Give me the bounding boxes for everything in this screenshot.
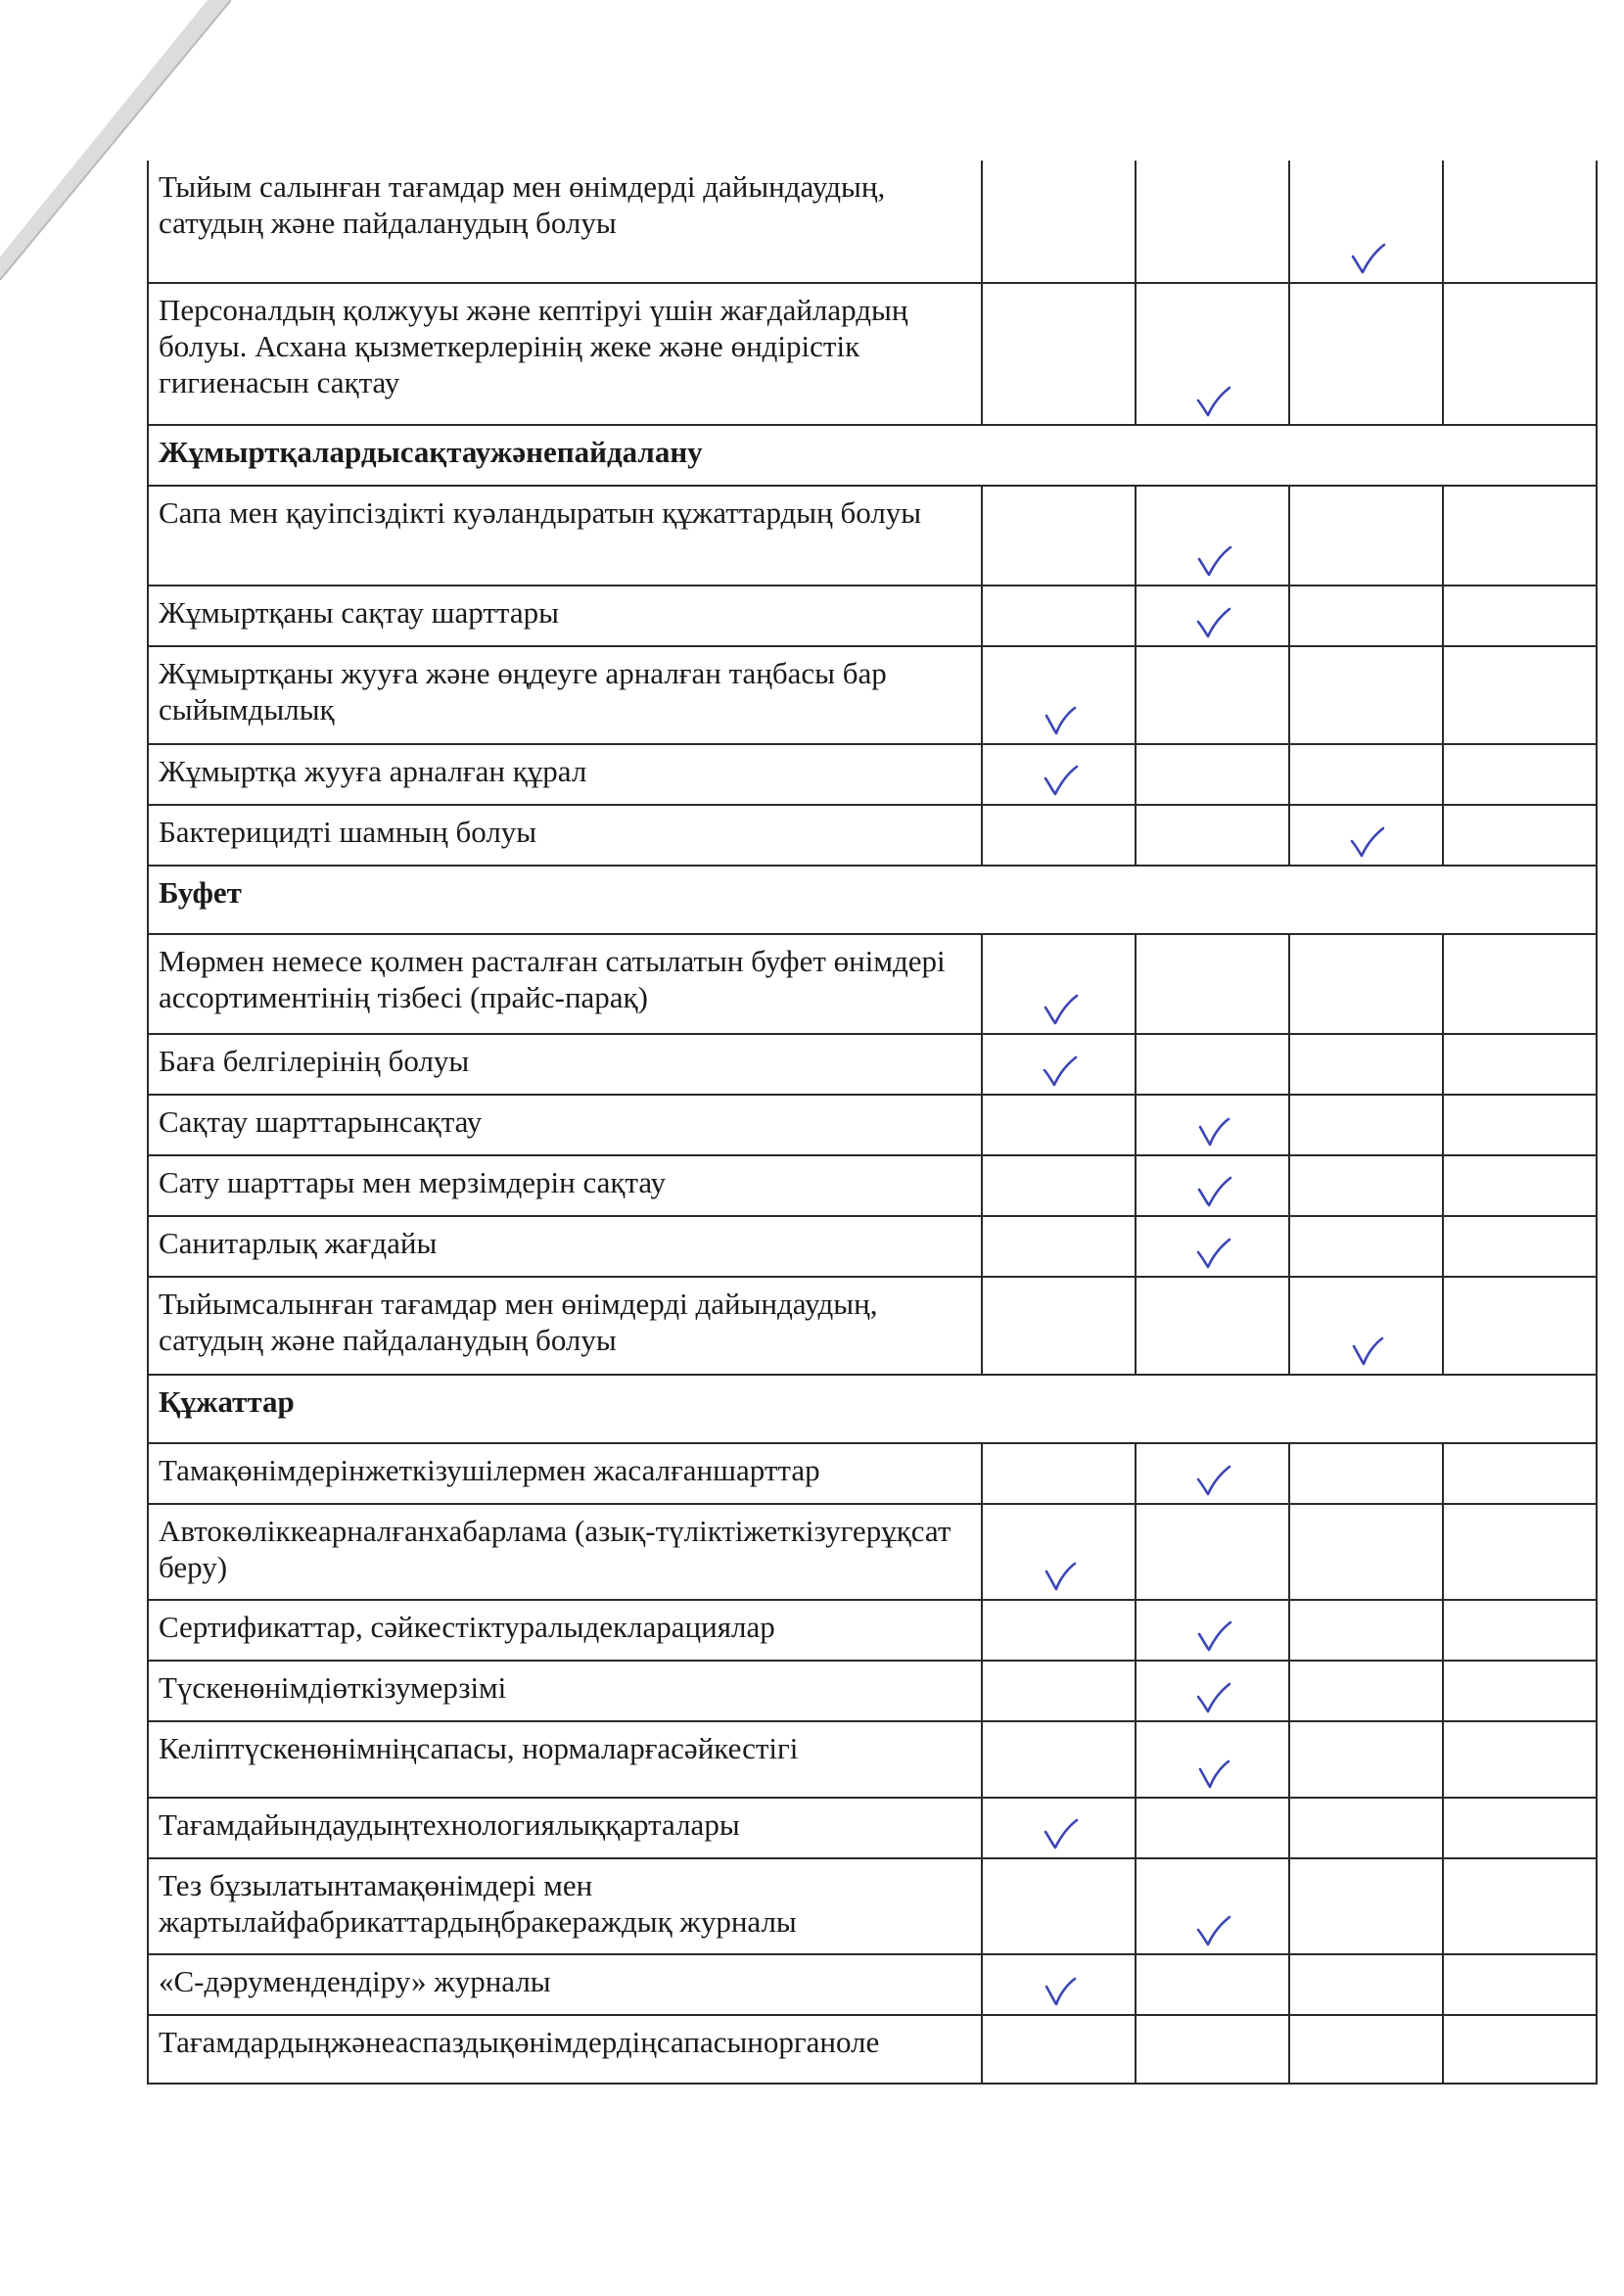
mark-cell-1 [982, 934, 1136, 1034]
mark-cell-2 [1136, 1155, 1289, 1216]
item-label: Жұмыртқа жууға арналған құрал [148, 744, 982, 805]
mark-cell-4 [1443, 1504, 1597, 1600]
checklist-row [148, 1155, 1597, 1216]
item-label: Баға белгілерінің болуы [148, 1034, 982, 1095]
mark-cell-3 [1289, 486, 1443, 586]
checkmark-icon [1193, 1237, 1232, 1270]
mark-cell-2 [1136, 646, 1289, 744]
item-label: Сапа мен қауіпсіздікті куәландыратын құжаттардың болуы [148, 486, 982, 586]
item-label: Автокөліккеарналғанхабарлама (азық-түліктіжеткізугерұқсат беру) [148, 1504, 982, 1600]
checkmark-icon [1193, 1757, 1232, 1791]
item-label: Санитарлық жағдайы [148, 1216, 982, 1277]
mark-cell-1 [982, 1954, 1136, 2015]
checkmark-icon [1040, 765, 1079, 798]
mark-cell-1 [982, 1858, 1136, 1954]
mark-cell-4 [1443, 1954, 1597, 2015]
item-label: «С-дәрумендендіру» журналы [148, 1954, 982, 2015]
checklist-row [148, 1600, 1597, 1661]
checkmark-icon [1193, 1620, 1232, 1654]
mark-cell-2 [1136, 161, 1289, 283]
mark-cell-1 [982, 1798, 1136, 1858]
mark-cell-4 [1443, 1858, 1597, 1954]
mark-cell-4 [1443, 1216, 1597, 1277]
section-title: Буфет [148, 866, 1597, 934]
mark-cell-3 [1289, 934, 1443, 1034]
mark-cell-1 [982, 2015, 1136, 2084]
mark-cell-4 [1443, 1095, 1597, 1155]
section-header-row [148, 1375, 1597, 1443]
checklist-row [148, 646, 1597, 744]
mark-cell-3 [1289, 1155, 1443, 1216]
checklist-row [148, 1034, 1597, 1095]
checkmark-icon [1040, 704, 1079, 737]
section-header-row [148, 425, 1597, 486]
mark-cell-1 [982, 1600, 1136, 1661]
mark-cell-3 [1289, 2015, 1443, 2084]
checklist-row [148, 1504, 1597, 1600]
mark-cell-1 [982, 744, 1136, 805]
mark-cell-2 [1136, 2015, 1289, 2084]
item-label: Сақтау шарттарынсақтау [148, 1095, 982, 1155]
checklist-row [148, 1095, 1597, 1155]
item-label: Мөрмен немесе қолмен расталған сатылатын буфет өнімдері ассортиментінің тізбесі (прайс-парақ) [148, 934, 982, 1034]
checkmark-icon [1347, 825, 1386, 859]
item-label: Сертификаттар, сәйкестіктуралыдекларациялар [148, 1600, 982, 1661]
mark-cell-1 [982, 1095, 1136, 1155]
mark-cell-4 [1443, 1721, 1597, 1798]
section-title: Жұмыртқалардысақтаужәнепайдалану [148, 425, 1597, 486]
checkmark-icon [1193, 545, 1232, 579]
checkmark-icon [1193, 606, 1232, 639]
checklist-row [148, 1798, 1597, 1858]
mark-cell-1 [982, 1155, 1136, 1216]
mark-cell-2 [1136, 1858, 1289, 1954]
mark-cell-3 [1289, 1095, 1443, 1155]
checkmark-icon [1193, 1115, 1232, 1148]
mark-cell-1 [982, 586, 1136, 646]
checklist-row [148, 1954, 1597, 2015]
checkmark-icon [1040, 1560, 1079, 1593]
mark-cell-2 [1136, 1798, 1289, 1858]
inspection-checklist-table [147, 161, 1598, 2085]
checkmark-icon [1193, 385, 1232, 418]
checklist-row [148, 486, 1597, 586]
mark-cell-4 [1443, 1155, 1597, 1216]
checkmark-icon [1347, 1335, 1386, 1368]
item-label: Персоналдың қолжууы және кептіруі үшін жағдайлардың болуы. Асхана қызметкерлерінің жеке және өндірістік гигиенасын сақтау [148, 283, 982, 425]
item-label: Жұмыртқаны жууға және өңдеуге арналған таңбасы бар сыйымдылық [148, 646, 982, 744]
mark-cell-2 [1136, 1504, 1289, 1600]
item-label: Тыйым салынған тағамдар мен өнімдерді дайындаудың, сатудың және пайдаланудың болуы [148, 161, 982, 283]
mark-cell-2 [1136, 586, 1289, 646]
checkmark-icon [1040, 1975, 1079, 2008]
checklist-row [148, 161, 1597, 283]
mark-cell-1 [982, 161, 1136, 283]
checkmark-icon [1193, 1914, 1232, 1947]
mark-cell-1 [982, 1277, 1136, 1375]
mark-cell-2 [1136, 1954, 1289, 2015]
mark-cell-2 [1136, 934, 1289, 1034]
checkmark-icon [1347, 243, 1386, 276]
mark-cell-4 [1443, 586, 1597, 646]
mark-cell-3 [1289, 1504, 1443, 1600]
mark-cell-2 [1136, 1095, 1289, 1155]
mark-cell-2 [1136, 1721, 1289, 1798]
mark-cell-3 [1289, 283, 1443, 425]
mark-cell-4 [1443, 805, 1597, 866]
mark-cell-1 [982, 1721, 1136, 1798]
mark-cell-4 [1443, 1600, 1597, 1661]
mark-cell-3 [1289, 1600, 1443, 1661]
mark-cell-1 [982, 1661, 1136, 1721]
mark-cell-4 [1443, 2015, 1597, 2084]
mark-cell-4 [1443, 1798, 1597, 1858]
mark-cell-3 [1289, 646, 1443, 744]
mark-cell-4 [1443, 161, 1597, 283]
mark-cell-3 [1289, 1277, 1443, 1375]
checklist-row [148, 934, 1597, 1034]
mark-cell-3 [1289, 1443, 1443, 1504]
mark-cell-2 [1136, 1216, 1289, 1277]
mark-cell-3 [1289, 1661, 1443, 1721]
mark-cell-4 [1443, 934, 1597, 1034]
checklist-row [148, 1858, 1597, 1954]
mark-cell-2 [1136, 1600, 1289, 1661]
mark-cell-2 [1136, 1034, 1289, 1095]
mark-cell-2 [1136, 1661, 1289, 1721]
item-label: Тағамдардыңжәнеаспаздықөнімдердіңсапасынорганоле [148, 2015, 982, 2084]
checklist-row [148, 283, 1597, 425]
item-label: Тыйымсалынған тағамдар мен өнімдерді дайындаудың, сатудың және пайдаланудың болуы [148, 1277, 982, 1375]
mark-cell-1 [982, 1034, 1136, 1095]
mark-cell-1 [982, 646, 1136, 744]
mark-cell-4 [1443, 1443, 1597, 1504]
checklist-row [148, 744, 1597, 805]
mark-cell-4 [1443, 744, 1597, 805]
item-label: Сату шарттары мен мерзімдерін сақтау [148, 1155, 982, 1216]
mark-cell-4 [1443, 1661, 1597, 1721]
item-label: Түскенөнімдіөткізумерзімі [148, 1661, 982, 1721]
mark-cell-3 [1289, 1721, 1443, 1798]
mark-cell-1 [982, 283, 1136, 425]
mark-cell-2 [1136, 486, 1289, 586]
checkmark-icon [1193, 1176, 1232, 1209]
mark-cell-4 [1443, 1034, 1597, 1095]
item-label: Бактерицидті шамның болуы [148, 805, 982, 866]
item-label: Тез бұзылатынтамақөнімдері мен жартылайфабрикаттардыңбракераждық журналы [148, 1858, 982, 1954]
mark-cell-3 [1289, 805, 1443, 866]
mark-cell-3 [1289, 1858, 1443, 1954]
checkmark-icon [1193, 1681, 1232, 1714]
item-label: Тамақөнімдерінжеткізушілермен жасалғаншарттар [148, 1443, 982, 1504]
checkmark-icon [1193, 1464, 1232, 1497]
mark-cell-4 [1443, 1277, 1597, 1375]
mark-cell-2 [1136, 1443, 1289, 1504]
checklist-row [148, 1216, 1597, 1277]
item-label: Келіптүскенөнімніңсапасы, нормаларғасәйкестігі [148, 1721, 982, 1798]
checklist-row [148, 586, 1597, 646]
mark-cell-2 [1136, 744, 1289, 805]
mark-cell-2 [1136, 805, 1289, 866]
mark-cell-1 [982, 805, 1136, 866]
mark-cell-4 [1443, 283, 1597, 425]
mark-cell-4 [1443, 646, 1597, 744]
mark-cell-3 [1289, 1034, 1443, 1095]
checkmark-icon [1040, 994, 1079, 1027]
item-label: Тағамдайындаудыңтехнологиялыққарталары [148, 1798, 982, 1858]
checklist-row [148, 1443, 1597, 1504]
checklist-row [148, 1277, 1597, 1375]
mark-cell-1 [982, 1443, 1136, 1504]
checkmark-icon [1040, 1054, 1079, 1088]
section-header-row [148, 866, 1597, 934]
mark-cell-3 [1289, 1216, 1443, 1277]
mark-cell-3 [1289, 1798, 1443, 1858]
mark-cell-1 [982, 1216, 1136, 1277]
mark-cell-1 [982, 1504, 1136, 1600]
checklist-row [148, 1721, 1597, 1798]
section-title: Құжаттар [148, 1375, 1597, 1443]
mark-cell-3 [1289, 1954, 1443, 2015]
mark-cell-3 [1289, 161, 1443, 283]
mark-cell-3 [1289, 586, 1443, 646]
checklist-row [148, 2015, 1597, 2084]
checklist-row [148, 1661, 1597, 1721]
checklist-row [148, 805, 1597, 866]
mark-cell-2 [1136, 1277, 1289, 1375]
mark-cell-4 [1443, 486, 1597, 586]
mark-cell-1 [982, 486, 1136, 586]
item-label: Жұмыртқаны сақтау шарттары [148, 586, 982, 646]
mark-cell-3 [1289, 744, 1443, 805]
mark-cell-2 [1136, 283, 1289, 425]
checkmark-icon [1040, 1818, 1079, 1851]
